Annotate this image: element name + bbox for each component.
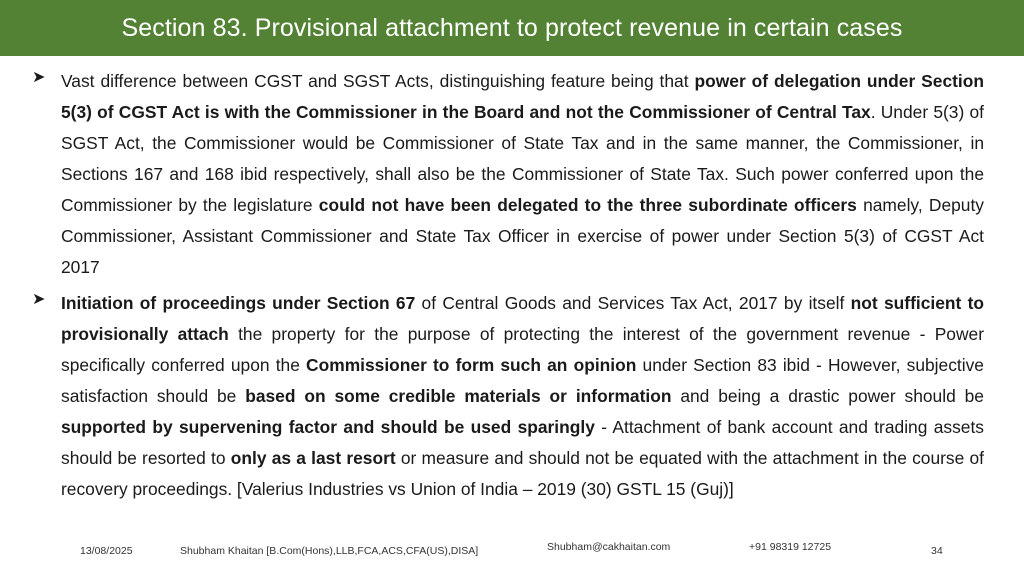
bold-text-segment: not sufficient to provisionally attach	[61, 293, 984, 344]
slide-title-bar	[0, 0, 1024, 56]
bullet-text	[61, 66, 984, 283]
footer-author: Shubham Khaitan [B.Com(Hons),LLB,FCA,ACS,CFA(US),DISA]	[180, 545, 479, 557]
bold-text-segment: only as a last resort	[230, 448, 396, 468]
text-segment: the property for the purpose of protecting the interest of the government revenue - Power specifically conferred upon the	[61, 324, 984, 375]
text-segment: - Attachment of bank account and trading assets should be resorted to	[61, 417, 984, 468]
text-segment: under Section 83 ibid - However, subjective satisfaction should be	[61, 355, 984, 406]
footer-page-number: 34	[931, 545, 943, 557]
slide-footer	[0, 538, 1024, 568]
text-segment: . Under 5(3) of SGST Act, the Commissioner would be Commissioner of State Tax and in the same manner, the Commissioner, in Sections 167 and 168 ibid respectively, shall also be the Commissioner of State Tax. Such power conferred upon the Commissioner by the legislature	[61, 102, 984, 215]
bold-text-segment: Commissioner to form such an opinion	[306, 355, 637, 375]
bullet-item	[32, 66, 984, 283]
bullet-item	[32, 288, 984, 505]
text-segment: or measure and should not be equated with the attachment in the course of recovery proceedings. [Valerius Industries vs Union of India – 2019 (30) GSTL 15 (Guj)]	[61, 448, 984, 499]
bullet-text	[61, 288, 984, 505]
arrow-bullet-icon: ➤	[32, 291, 46, 308]
arrow-bullet-icon: ➤	[32, 69, 46, 86]
bold-text-segment: power of delegation under Section 5(3) of CGST Act is with the Commissioner in the Board and not the Commissioner of Central Tax	[61, 71, 984, 122]
footer-date: 13/08/2025	[80, 545, 133, 557]
footer-email: Shubham@cakhaitan.com	[547, 541, 671, 553]
bold-text-segment: could not have been delegated to the three subordinate officers	[318, 195, 857, 215]
text-segment: of Central Goods and Services Tax Act, 2017 by itself	[415, 293, 851, 313]
text-segment: Vast difference between CGST and SGST Acts, distinguishing feature being that	[61, 71, 695, 91]
slide-content	[32, 66, 984, 510]
footer-phone: +91 98319 12725	[749, 541, 832, 553]
bold-text-segment: Initiation of proceedings under Section 67	[61, 293, 416, 313]
slide-title: Section 83. Provisional attachment to protect revenue in certain cases	[121, 13, 903, 42]
text-segment: namely, Deputy Commissioner, Assistant Commissioner and State Tax Officer in exercise of power under Section 5(3) of CGST Act 2017	[61, 195, 984, 277]
bold-text-segment: based on some credible materials or information	[245, 386, 672, 406]
text-segment: and being a drastic power should be	[671, 386, 984, 406]
bold-text-segment: supported by supervening factor and should be used sparingly	[61, 417, 595, 437]
